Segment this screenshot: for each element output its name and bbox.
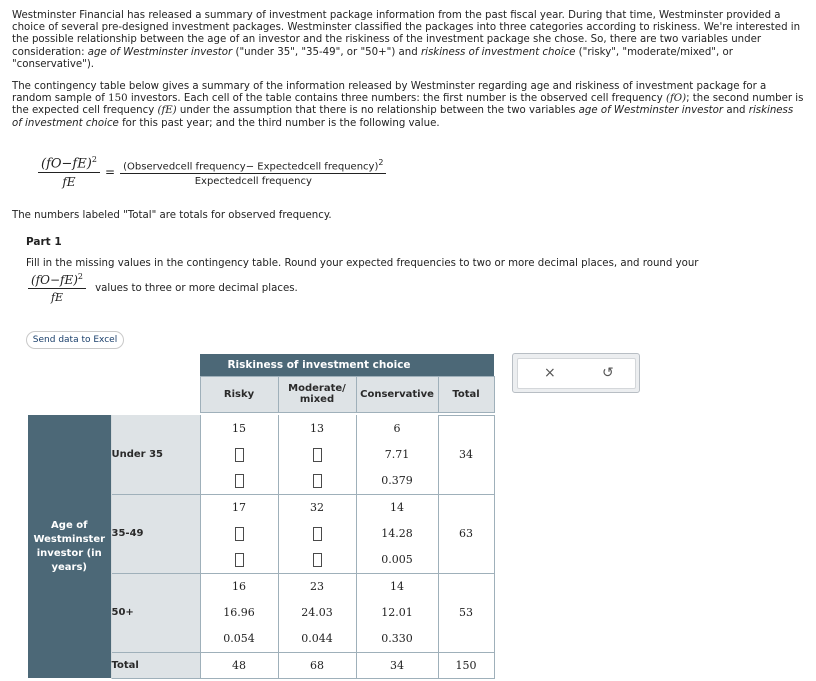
chi-50plus-conservative: 0.330 [356, 626, 438, 652]
col-total-moderate: 68 [278, 652, 356, 678]
row-header-35-49: 35-49 [111, 494, 200, 573]
exp-35-49-conservative: 14.28 [356, 520, 438, 547]
col-header-total: Total [438, 376, 494, 412]
chi-input-35-49-moderate[interactable] [313, 553, 322, 567]
row-header-under35: Under 35 [111, 415, 200, 494]
contingency-table [28, 354, 495, 679]
col-total-risky: 48 [200, 652, 278, 678]
obs-under35-conservative: 6 [356, 415, 438, 441]
row-header-total: Total [111, 652, 200, 678]
grand-total: 150 [438, 652, 494, 678]
exp-under35-conservative: 7.71 [356, 441, 438, 468]
col-header-conservative: Conservative [356, 376, 438, 412]
col-header-risky: Risky [200, 376, 278, 412]
row-header-50plus: 50+ [111, 573, 200, 652]
total-35-49: 63 [438, 494, 494, 573]
total-50plus: 53 [438, 573, 494, 652]
exp-input-35-49-risky[interactable] [235, 527, 244, 541]
undo-icon[interactable]: ↺ [602, 365, 614, 381]
chi-input-35-49-risky[interactable] [235, 553, 244, 567]
send-to-excel-button[interactable]: Send data to Excel [26, 331, 124, 349]
row-group-header: Age of Westminster investor (in years) [28, 415, 111, 678]
obs-35-49-risky: 17 [200, 494, 278, 520]
chi-input-under35-risky[interactable] [235, 474, 244, 488]
total-under35: 34 [438, 415, 494, 494]
clear-icon[interactable]: × [544, 365, 556, 381]
exp-input-35-49-moderate[interactable] [313, 527, 322, 541]
chi-under35-conservative: 0.379 [356, 468, 438, 494]
chi-35-49-conservative: 0.005 [356, 547, 438, 573]
obs-under35-risky: 15 [200, 415, 278, 441]
col-total-conservative: 34 [356, 652, 438, 678]
col-group-header: Riskiness of investment choice [200, 354, 438, 376]
part-heading: Part 1 [26, 236, 62, 248]
answer-toolbar [512, 353, 640, 393]
col-header-moderate: Moderate/ mixed [278, 376, 356, 412]
part-instructions: Fill in the missing values in the contingency table. Round your expected frequencies to two or more decimal places, and round your [26, 258, 699, 269]
exp-50plus-risky: 16.96 [200, 599, 278, 626]
table-description: The contingency table below gives a summary of the information released by Westminster regarding age and riskiness of investment package for a random sample of 150 investors. Each cell of the table contains three numbers: the first number is the observed cell frequency (fO); the second number is the expected cell frequency (fE) under the assumption that there is no relationship between the two variables age of Westminster investor and riskiness of investment choice for this past year; and the third number is the following value. [12, 81, 804, 129]
exp-50plus-moderate: 24.03 [278, 599, 356, 626]
obs-50plus-moderate: 23 [278, 573, 356, 599]
exp-input-under35-risky[interactable] [235, 448, 244, 462]
chi-50plus-risky: 0.054 [200, 626, 278, 652]
obs-under35-moderate: 13 [278, 415, 356, 441]
chi-term-fraction: $\frac{(fO-fE)^2}{fE}$ values to three or more decimal places. [28, 272, 298, 304]
obs-50plus-conservative: 14 [356, 573, 438, 599]
exp-input-under35-moderate[interactable] [313, 448, 322, 462]
totals-note: The numbers labeled "Total" are totals for observed frequency. [12, 210, 332, 221]
obs-50plus-risky: 16 [200, 573, 278, 599]
chi-square-formula: $\frac{(fO-fE)^2}{fE}$ = $\frac{(Observedcell frequency- Expectedcell frequency)^2}{\text{Expectedcell frequency}}$ [38, 155, 386, 189]
exp-50plus-conservative: 12.01 [356, 599, 438, 626]
chi-input-under35-moderate[interactable] [313, 474, 322, 488]
obs-35-49-moderate: 32 [278, 494, 356, 520]
chi-50plus-moderate: 0.044 [278, 626, 356, 652]
obs-35-49-conservative: 14 [356, 494, 438, 520]
intro-paragraph: Westminster Financial has released a summary of investment package information from the past fiscal year. During that time, Westminster provided a choice of several pre-designed investment packages. Westminster classified the packages into three categories according to riskiness. We're interested in the possible relationship between the age of an investor and the riskiness of the investment package she chose. So, there are two variables under consideration: age of Westminster investor ("under 35", "35-49", or "50+") and riskiness of investment choice ("risky", "moderate/mixed", or "conservative"). [12, 10, 801, 70]
